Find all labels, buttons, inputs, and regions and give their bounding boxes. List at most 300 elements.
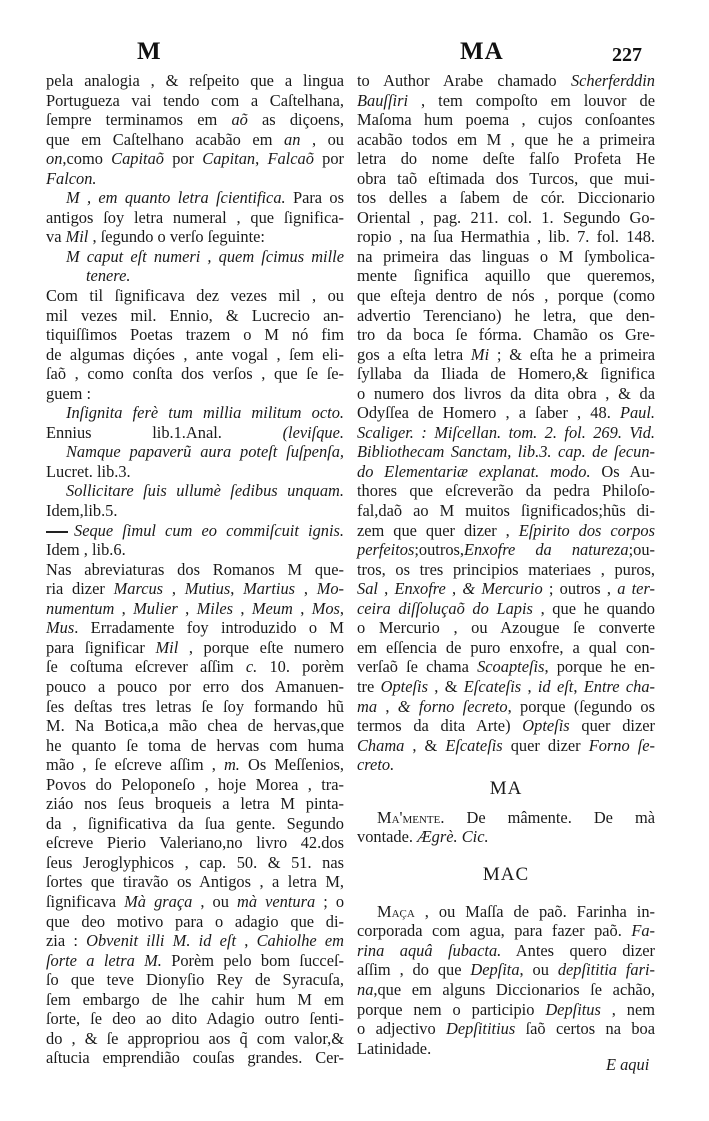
- ditto-dash: [46, 531, 68, 533]
- text-line: [46, 618, 344, 638]
- italic-text: Scaliger. : Miſcellan. tom. 2. fol. 269. Vid.: [357, 422, 655, 442]
- text-line: [357, 462, 655, 482]
- running-head-right: MA: [460, 38, 504, 65]
- italic-text: Depſita: [470, 960, 520, 980]
- italic-text: Obvenit illi M. id eſt: [86, 931, 237, 951]
- italic-text: Mil: [155, 637, 179, 657]
- running-head-left: M: [137, 38, 162, 65]
- text: , que he quando: [532, 598, 655, 618]
- italic-text: Miles: [196, 598, 234, 618]
- text: Povos do Peloponeſo , hoje Morea , tra-: [46, 774, 344, 794]
- text-line: [357, 657, 655, 677]
- text-line: [357, 247, 655, 267]
- text-line: [46, 853, 344, 873]
- text: ,: [377, 696, 398, 716]
- text: o adjectivo: [357, 1019, 447, 1039]
- text-line: [46, 1029, 344, 1049]
- text: corporada com agua, para fazer paõ.: [357, 921, 632, 941]
- text: quer dizer: [569, 716, 655, 736]
- text-line: [357, 736, 655, 756]
- italic-text: Falcon.: [46, 168, 97, 188]
- text: Lucret. lib.3.: [46, 461, 131, 481]
- text: gos a eſta letra: [357, 344, 471, 364]
- text-line: [46, 794, 344, 814]
- text: mente ſignifica aquillo que queremos,: [357, 266, 655, 286]
- text-line: [46, 990, 344, 1010]
- headword: Ma'mente.: [377, 807, 445, 827]
- text-line: [46, 814, 344, 834]
- italic-text: Sollicitare ſuis ullumè ſedibus unquam.: [66, 481, 344, 501]
- text-line: [357, 1019, 655, 1039]
- italic-text: Mo-: [316, 579, 345, 599]
- text: ,: [236, 931, 257, 951]
- text: . Erradamente foy introduzido o M: [74, 618, 344, 638]
- text: advertio Terenciano) he letra, que den-: [357, 305, 655, 325]
- text: tro da boca ſe fórma. Chamão os Gre-: [357, 325, 655, 345]
- italic-text: Scoapteſis: [477, 657, 545, 677]
- text: as diçoens,: [247, 110, 344, 130]
- text-line: [357, 442, 655, 462]
- italic-text: Namque papaverũ aura poteſt ſuſpenſa,: [66, 442, 344, 462]
- text: ziáo nos ſeus broqueis a letra M pinta-: [46, 794, 344, 814]
- text-line: [357, 169, 655, 189]
- text-line: [46, 403, 344, 423]
- italic-text: Meum: [251, 598, 293, 618]
- italic-text: ma: [357, 696, 378, 716]
- text-line: [46, 579, 344, 599]
- section-spacer: [357, 888, 655, 902]
- text: mão , ſe eſcreve aſſim ,: [46, 755, 224, 775]
- italic-text: aõ: [231, 110, 248, 130]
- text: que eſteja dentro de nós , porque (como: [357, 286, 655, 306]
- text: de algumas diçóes , ante vogal , ſem eli-: [46, 344, 344, 364]
- text: , nem: [600, 999, 655, 1019]
- text-line: [357, 110, 655, 130]
- italic-text: tenere.: [86, 266, 131, 286]
- italic-text: na: [357, 979, 374, 999]
- italic-text: ceira diſſoluçaõ do Lapis: [357, 598, 533, 618]
- text: 10. porèm: [257, 657, 345, 677]
- text-line: [46, 110, 344, 130]
- text: ,: [573, 676, 584, 696]
- italic-text: Depſitus: [545, 999, 601, 1019]
- italic-text: an: [284, 129, 301, 149]
- italic-text: Paul.: [619, 403, 655, 423]
- text: Oriental , pag. 211. col. 1. Segundo Go-: [357, 207, 655, 227]
- italic-text: Mà graça: [124, 891, 193, 911]
- text: , ou Maſſa de paõ. Farinha in-: [414, 901, 655, 921]
- text: tiquiſſimos Poetas trazem o M nó fim: [46, 325, 344, 345]
- text: ,: [445, 579, 463, 599]
- text: ,: [233, 598, 252, 618]
- text: do , & ſe appropriou aos q̃ com valor,&: [46, 1028, 344, 1048]
- text-line: [46, 736, 344, 756]
- text: ria dizer: [46, 579, 114, 599]
- text: ſaõ certos na boa: [515, 1019, 656, 1039]
- text: tre: [357, 676, 381, 696]
- italic-text: M , em quanto letra ſcientifica.: [66, 188, 286, 208]
- text: , ou: [300, 129, 344, 149]
- text-line: [46, 442, 344, 462]
- italic-text: Mus: [46, 618, 75, 638]
- text-line: [357, 481, 655, 501]
- text: da , ſignificativa da ſua gente. Segundo: [46, 813, 344, 833]
- text-line: [46, 951, 344, 971]
- text-line: [357, 618, 655, 638]
- italic-text: c.: [245, 657, 258, 677]
- text-line: [357, 980, 655, 1000]
- text-line: [46, 364, 344, 384]
- text: eſcreve Pierio Valeriano,no livro 42.dos: [46, 833, 344, 853]
- italic-text: Eſcateſis: [445, 735, 503, 755]
- text: Maſoma hum poema , cujos conſoantes: [357, 110, 655, 130]
- text: Para os: [285, 188, 344, 208]
- text: letra do nome deſte falſo Profeta He: [357, 149, 655, 169]
- text-line: [46, 677, 344, 697]
- text-line: [46, 325, 344, 345]
- italic-text: numentum: [46, 598, 115, 618]
- catchword: E aqui: [606, 1055, 650, 1074]
- text: De mâmente. De mà: [444, 807, 655, 827]
- italic-text: Sal: [357, 579, 378, 599]
- italic-text: M caput eſt numeri , quem ſcimus mille: [66, 246, 344, 266]
- text: Idem,lib.5.: [46, 501, 118, 521]
- text: ,: [255, 149, 268, 169]
- text: Portugueza vai tendo com a Caſtelhana,: [46, 90, 344, 110]
- italic-text: Forno ſe-: [588, 735, 655, 755]
- text: , porque (ſegundo os: [507, 696, 655, 716]
- text: thores que eſcreverão da pedra Philoſo-: [357, 481, 655, 501]
- text: Nas abreviaturas dos Romanos M que-: [46, 559, 344, 579]
- text: ſortes que tiravão os Antigos , a letra M,: [46, 872, 344, 892]
- text: zem que quer dizer ,: [357, 520, 519, 540]
- italic-text: do Elementariæ explanat. modo.: [357, 461, 591, 481]
- text-line: [46, 169, 344, 189]
- text: ropio , na ſua Hermathia , lib. 7. fol. 148.: [357, 227, 655, 247]
- text-line: [357, 188, 655, 208]
- text: ,: [163, 579, 185, 599]
- headword: Maça: [377, 901, 415, 921]
- text-line: [46, 91, 344, 111]
- text-line: [46, 208, 344, 228]
- text-line: [357, 716, 655, 736]
- text-line: [46, 481, 344, 501]
- text-line: [357, 960, 655, 980]
- italic-text: Depſititius: [446, 1019, 516, 1039]
- text: he quanto ſe toma de hervas com huma: [46, 735, 344, 755]
- text: ſignificava: [46, 891, 125, 911]
- text-line: [46, 1009, 344, 1029]
- italic-text: ſorte a letra M.: [46, 950, 162, 970]
- text-line: [46, 599, 344, 619]
- text-line: [46, 697, 344, 717]
- italic-text: depſititia fari-: [557, 960, 656, 980]
- text-line: [46, 306, 344, 326]
- text: vontade.: [357, 827, 418, 847]
- text-line: [357, 579, 655, 599]
- text: ſes deſtas tres letras ſe ſoy formando hũ: [46, 696, 344, 716]
- text: ; outros ,: [542, 579, 618, 599]
- section-heading-ma: MA: [489, 777, 523, 799]
- italic-text: Eſcateſis: [463, 676, 522, 696]
- text: obra taõ eſtimada dos Turcos, que mui-: [357, 168, 655, 188]
- text: que deo motivo para o adagio que di-: [46, 911, 344, 931]
- text: ;ou-: [628, 540, 655, 560]
- text-line: [357, 130, 655, 150]
- italic-text: Mil: [65, 227, 89, 247]
- text-line: [357, 941, 655, 961]
- text: ſyllaba da Iliada de Homero,& ſignifica: [357, 364, 655, 384]
- text-line: [46, 423, 344, 443]
- text: em eſſencia de puro enxofre, a qual con-: [357, 637, 655, 657]
- text: o Mercurio , ou Azougue ſe converte: [357, 618, 655, 638]
- text-line: [46, 912, 344, 932]
- text: acabão todos em M , que he a primeira: [357, 129, 655, 149]
- text-line: [357, 521, 655, 541]
- section-heading-mac: MAC: [482, 863, 530, 885]
- italic-text: Capitan: [202, 149, 256, 169]
- entry-mamente: [357, 808, 655, 847]
- text-line: [46, 833, 344, 853]
- text: ,: [230, 579, 244, 599]
- text: aſtucia emprendião couſas grandes. Cer-: [46, 1048, 344, 1068]
- text-line: [357, 423, 655, 443]
- text-line: [46, 188, 344, 208]
- text-line: [46, 892, 344, 912]
- text-line: [46, 775, 344, 795]
- text-line: [357, 560, 655, 580]
- text-line: [357, 149, 655, 169]
- text: ,: [339, 598, 345, 618]
- text: , porque eſte numero: [178, 637, 344, 657]
- text: Ennius lib.1.Anal.: [46, 422, 283, 442]
- text-line: [357, 345, 655, 365]
- text: pouco a pouco por erro dos Amanuen-: [46, 676, 344, 696]
- italic-text: m.: [223, 755, 240, 775]
- text: aſſim , do que: [357, 960, 471, 980]
- text-line: [46, 931, 344, 951]
- italic-text: Opteſis: [380, 676, 428, 696]
- text-line: [46, 130, 344, 150]
- text-line: [357, 501, 655, 521]
- text-line: [357, 286, 655, 306]
- text: ſem embargo de lhe cahir hum M em: [46, 989, 344, 1009]
- italic-text: Martius: [243, 579, 296, 599]
- text: Odyſſea de Homero , a ſaber , 48.: [357, 403, 620, 423]
- italic-text: Enxofre: [394, 579, 446, 599]
- text: mil vezes mil. Ennio, & Lucrecio an-: [46, 305, 344, 325]
- text: Antes quero dizer: [501, 940, 655, 960]
- text: ſe coſtuma eſcrever aſſim: [46, 657, 246, 677]
- text-line: [357, 1000, 655, 1020]
- text-line: [357, 638, 655, 658]
- italic-text: Entre cha-: [583, 676, 655, 696]
- text-line: [357, 755, 655, 775]
- text: ,: [377, 579, 395, 599]
- italic-text: Inſignita ferè tum millia militum octo.: [66, 403, 344, 423]
- text: Latinidade.: [357, 1038, 432, 1058]
- text-line: [357, 902, 655, 922]
- italic-text: (leviſque.: [282, 422, 344, 442]
- page-number: 227: [612, 44, 642, 66]
- text-line: [357, 325, 655, 345]
- text: ,: [114, 598, 134, 618]
- italic-text: & Mercurio: [462, 579, 543, 599]
- text-line: [357, 677, 655, 697]
- italic-text: a ter-: [617, 579, 655, 599]
- text: ſo que teve Dionyſio Rey de Syracuſa,: [46, 970, 344, 990]
- text-line: [46, 501, 344, 521]
- text: ſempre terminamos em: [46, 110, 232, 130]
- text-line: [357, 540, 655, 560]
- text: tros, os tres principios materiaes , puros,: [357, 559, 655, 579]
- text: Porèm pelo bom ſucceſ-: [161, 950, 344, 970]
- text-line: [46, 462, 344, 482]
- italic-text: Falcaõ: [267, 149, 314, 169]
- text: , ſegundo o verſo ſeguinte:: [88, 227, 265, 247]
- text-line: [46, 540, 344, 560]
- italic-text: Capitaõ: [111, 149, 164, 169]
- text: , &: [404, 735, 446, 755]
- text-line: [46, 247, 344, 267]
- text: pela analogia , & reſpeito que a lingua: [46, 71, 344, 90]
- text: ,que em alguns Diccionarios ſe achão,: [373, 979, 655, 999]
- text-line: [357, 403, 655, 423]
- italic-text: mà ventura: [236, 891, 316, 911]
- italic-text: Fa-: [631, 921, 655, 941]
- right-column-body: [357, 71, 655, 775]
- text: ; & eſta he a primeira: [489, 344, 656, 364]
- italic-text: Scherferddin: [570, 71, 655, 90]
- text-line: [357, 384, 655, 404]
- text: tos delles a ſabem de cór. Diccionario: [357, 188, 655, 208]
- text-line: [46, 71, 344, 91]
- italic-text: Ægrè. Cic.: [417, 827, 489, 847]
- text: fal,daõ ao M muitos ſignificados;hũs di-: [357, 501, 655, 521]
- italic-text: Mutius: [184, 579, 231, 599]
- text: ,: [177, 598, 197, 618]
- text: ſeus Jeroglyphicos , cap. 50. & 51. nas: [46, 852, 344, 872]
- text-line: [46, 266, 344, 286]
- italic-text: Marcus: [113, 579, 164, 599]
- text: ;outros,: [414, 540, 464, 560]
- text-line: [357, 266, 655, 286]
- italic-text: Bauſſiri: [357, 90, 408, 110]
- text: zia :: [46, 931, 87, 951]
- text-line: [357, 227, 655, 247]
- text-line: [46, 638, 344, 658]
- text: o numero dos livros da dita obra , & da: [357, 383, 655, 403]
- text: Idem , lib.6.: [46, 540, 126, 560]
- text: , &: [427, 676, 464, 696]
- text: ,: [292, 598, 312, 618]
- entry-maca: [357, 902, 655, 1058]
- right-column: [357, 71, 655, 1058]
- text-line: [357, 921, 655, 941]
- text: , ou: [519, 960, 558, 980]
- text: guem :: [46, 383, 92, 403]
- text: na primeira das linguas o M ſymbolica-: [357, 246, 655, 266]
- text: ,: [295, 579, 317, 599]
- text: ,como: [62, 149, 112, 169]
- italic-text: & forno ſecreto: [397, 696, 508, 716]
- text: , porque he en-: [544, 657, 655, 677]
- left-column: [46, 71, 344, 1068]
- text: verſaõ ſe chama: [357, 657, 478, 677]
- text: termos da dita Arte): [357, 716, 523, 736]
- text: , ou: [192, 891, 237, 911]
- text: porque nem o participio: [357, 999, 546, 1019]
- italic-text: Mi: [470, 344, 490, 364]
- italic-text: Chama: [357, 735, 405, 755]
- text: para ſignificar: [46, 637, 156, 657]
- text-line: [357, 697, 655, 717]
- italic-text: creto.: [357, 755, 395, 775]
- text-line: [46, 755, 344, 775]
- text: por: [313, 149, 344, 169]
- italic-text: Cahiolhe em: [256, 931, 345, 951]
- italic-text: id eſt: [537, 676, 574, 696]
- text-line: [46, 227, 344, 247]
- text-line: [46, 657, 344, 677]
- text: antigos ſoy letra numeral , que ſignifica-: [46, 207, 344, 227]
- text-line: [357, 364, 655, 384]
- text: por: [163, 149, 203, 169]
- text-line: [357, 599, 655, 619]
- text: ſorte, ſe deo ao dito Adagio outro ſenti-: [46, 1009, 344, 1029]
- text: to Author Arabe chamado: [357, 71, 571, 90]
- text: ,: [521, 676, 538, 696]
- text-line: [46, 1048, 344, 1068]
- text-line: [46, 286, 344, 306]
- text: ſaõ , como conſta dos verſos , que ſe ſe-: [46, 364, 344, 384]
- text: va: [46, 227, 66, 247]
- text-line: [46, 872, 344, 892]
- italic-text: Mulier: [133, 598, 178, 618]
- text: Os Au-: [590, 461, 655, 481]
- italic-text: Bibliothecam Sanctam, lib.3. cap. de ſecun-: [357, 442, 655, 462]
- italic-text: Eſpirito dos corpos: [518, 520, 655, 540]
- text-line: [46, 521, 344, 541]
- text: M. Na Botica,a mão chea de hervas,que: [46, 716, 344, 736]
- text-line: [46, 345, 344, 365]
- text-line: [357, 208, 655, 228]
- text-line: [357, 91, 655, 111]
- text: quer dizer: [502, 735, 589, 755]
- text-line: [357, 71, 655, 91]
- text: Com til ſignificava dez vezes mil , ou: [46, 286, 344, 306]
- text-line: [46, 384, 344, 404]
- text: Os Meſſenios,: [239, 755, 344, 775]
- text-line: [357, 827, 655, 847]
- text-line: [357, 306, 655, 326]
- text-line: [46, 149, 344, 169]
- italic-text: Enxofre da natureza: [464, 540, 629, 560]
- italic-text: perfeitos: [357, 540, 415, 560]
- text-line: [357, 808, 655, 828]
- text: ; o: [315, 891, 345, 911]
- italic-text: Mos: [311, 598, 340, 618]
- italic-text: rina aquâ ſubacta.: [357, 940, 502, 960]
- text-line: [46, 970, 344, 990]
- italic-text: Opteſis: [522, 716, 570, 736]
- text-line: [46, 716, 344, 736]
- section-spacer: [357, 847, 655, 861]
- italic-text: on: [46, 149, 63, 169]
- text: , tem compoſto em louvor de: [408, 90, 655, 110]
- text: que em Caſtelhano acabão em: [46, 129, 284, 149]
- italic-text: Seque ſimul cum eo commiſcuit ignis.: [74, 520, 344, 540]
